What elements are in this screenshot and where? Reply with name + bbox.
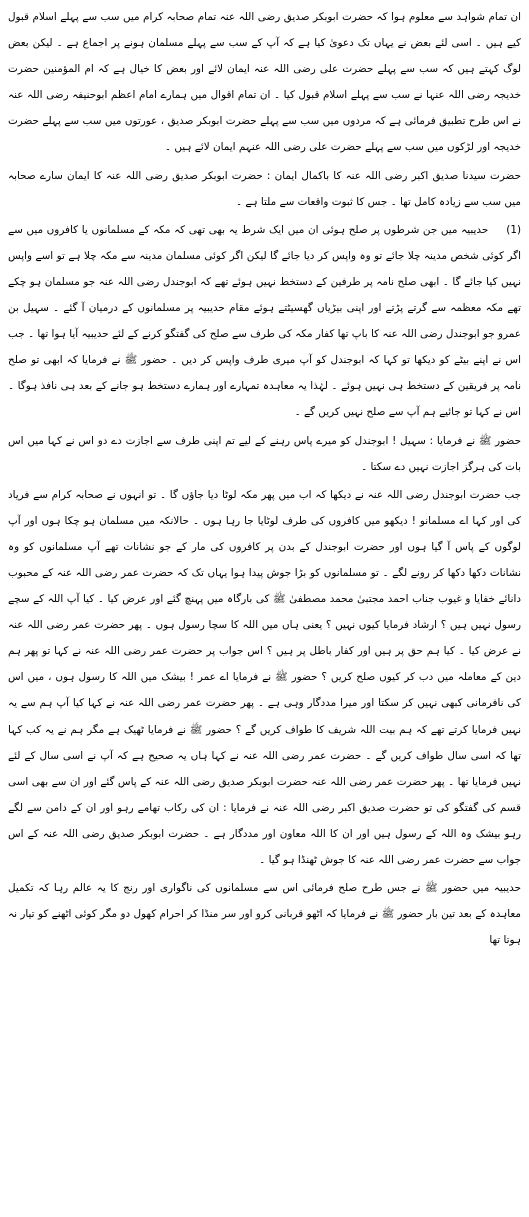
paragraph-abu-jandal: جب حضرت ابوجندل رضی اللہ عنہ نے دیکھا کہ اب میں پھر مکہ لوٹا دیا جاؤں گا ۔ تو انہوں نے صحابہ کرام سے فریاد کی اور کہا اے مسلمانو ! دیکھو میں کافروں کی طرف لوٹایا جا رہا ہوں ۔ حالانکہ میں مسلمان ہو چکا ہوں اور آپ لوگوں کے پاس آ گیا ہوں اور حضرت ابوجندل کے بدن پر کافروں کی مار کے جو نشانات تھے آپ مسلمانوں کو وہ نشانات دکھا دکھا کر رونے لگے ۔ تو مسلمانوں کو بڑا جوش پیدا ہوا یہاں تک کہ حضرت عمر رضی اللہ عنہ کے محبوب دانائے خفایا و غیوب جناب احمد مجتبیٰ محمد مصطفیٰ ﷺ کی بارگاہ میں پہنچ گئے اور عرض کیا ۔ کیا آپ اللہ کے سچے رسول نہیں ہیں ؟ ارشاد فرمایا کیوں نہیں ؟ یعنی ہاں میں اللہ کا سچا رسول ہوں ۔ پھر حضرت عمر رضی اللہ عنہ نے عرض کیا ۔ کیا ہم حق پر ہیں اور کفار باطل پر ہیں ؟ اس جواب پر حضرت عمر رضی اللہ عنہ نے کہا تو پھر ہم دین کے معاملہ میں دب کر کیوں صلح کریں ؟ حضور ﷺ نے فرمایا اے عمر ! بیشک میں اللہ کا رسول ہوں ، میں اس کی نافرمانی کبھی نہیں کر سکتا اور میرا مددگار وہی ہے ۔ پھر حضرت عمر رضی اللہ عنہ نے کہا کیا آپ ہم سے یہ نہیں فرمایا کرتے تھے کہ ہم بیت اللہ شریف کا طواف کریں گے ؟ حضور ﷺ نے فرمایا ٹھیک ہے مگر ہم نے یہ کب کہا تھا کہ اسی سال طواف کریں گے ۔ حضرت عمر رضی اللہ عنہ نے کہا ہاں یہ صحیح ہے کہ آپ نے اسی سال کے لئے نہیں فرمایا تھا ۔ پھر حضرت عمر رضی اللہ عنہ حضرت ابوبکر صدیق رضی اللہ عنہ کے پاس گئے اور ان سے بھی اسی قسم کی گفتگو کی تو حضرت صدیق اکبر رضی اللہ عنہ نے فرمایا : ان کی رکاب تھامے رہو اور ان کے دامن سے لگے رہو بیشک وہ اللہ کے رسول ہیں اور ان کا اللہ معاون اور مددگار ہے ۔ حضرت ابوبکر صدیق رضی اللہ عنہ کے اس جواب سے حضرت عمر رضی اللہ عنہ کا جوش ٹھنڈا ہو گیا ۔ [8, 488, 521, 866]
paragraph-perfect-faith: حضرت سیدنا صدیق اکبر رضی اللہ عنہ کا باکمال ایمان : حضرت ابوبکر صدیق رضی اللہ عنہ کا ایمان سارے صحابہ میں سب سے زیادہ کامل تھا ۔ جس کا ثبوت واقعات سے ملتا ہے ۔ [8, 169, 521, 208]
paragraph-hudaybiyyah-terms [8, 217, 521, 426]
paragraph-suhail-reply: حضور ﷺ نے فرمایا : سہیل ! ابوجندل کو میرے پاس رہنے کے لیے تم اپنی طرف سے اجازت دے دو اس نے کہا میں اس بات کی ہرگز اجازت نہیں دے سکتا ۔ [8, 434, 521, 473]
paragraph-treaty-aftermath: حدیبیہ میں حضور ﷺ نے جس طرح صلح فرمائی اس سے مسلمانوں کی ناگواری اور رنج کا یہ عالم رہا کہ تکمیل معاہدہ کے بعد تین بار حضور ﷺ نے فرمایا کہ اٹھو قربانی کرو اور سر منڈا کر احرام کھول دو مگر کوئی اٹھنے کو تیار نہ ہوتا تھا [8, 882, 521, 947]
paragraph-first-muslims: ان تمام شواہد سے معلوم ہوا کہ حضرت ابوبکر صدیق رضی اللہ عنہ تمام صحابہ کرام میں سب سے پہلے اسلام قبول کیے ہیں ۔ اسی لئے بعض نے یہاں تک دعویٰ کیا ہے کہ آپ کے سب سے پہلے مسلمان ہونے پر اجماع ہے ۔ لیکن بعض لوگ کہتے ہیں کہ سب سے پہلے حضرت علی رضی اللہ عنہ ایمان لائے اور بعض کا خیال ہے کہ ام المؤمنین حضرت خدیجہ رضی اللہ عنہا نے سب سے پہلے اسلام قبول کیا ۔ ان تمام اقوال میں ہمارے امام اعظم ابوحنیفہ رضی اللہ عنہ نے اس طرح تطبیق فرمائی ہے کہ مردوں میں سب سے پہلے حضرت ابوبکر صدیق ، عورتوں میں سب سے پہلے حضرت خدیجہ اور لڑکوں میں سب سے پہلے حضرت علی رضی اللہ عنہم ایمان لائے ہیں ۔ [8, 11, 521, 154]
list-marker: (1) [506, 223, 521, 236]
paragraph-hudaybiyyah-text: حدیبیہ میں جن شرطوں پر صلح ہوئی ان میں ایک شرط یہ بھی تھی کہ مکہ کے مسلمانوں یا کافروں میں سے اگر کوئی شخص مدینہ چلا جائے تو وہ واپس کر دیا جائے گا لیکن اگر کوئی مسلمان مدینہ سے مکہ چلا ہے تو اسے واپس نہیں کیا جائے گا ۔ ابھی صلح نامہ پر طرفین کے دستخط نہیں ہوئے تھے کہ ابوجندل رضی اللہ عنہ جو مسلمان ہو چکے تھے مکہ معظمہ سے گرتے پڑتے اور اپنی بیڑیاں گھسیٹتے ہوئے مقام حدیبیہ پر مسلمانوں کے درمیان آ گئے ۔ سہیل بن عمرو جو ابوجندل رضی اللہ عنہ کا باپ تھا کفار مکہ کی طرف سے صلح کی گفتگو کرنے کے لئے حدیبیہ آیا ہوا تھا ۔ جب اس نے اپنے بیٹے کو دیکھا تو کہا کہ ابوجندل کو آپ میری طرف واپس کر دیں ۔ حضور ﷺ نے فرمایا کہ ابھی تو صلح نامہ پر فریقین کے دستخط ہی نہیں ہوئے ۔ لہٰذا یہ معاہدہ تمہارے اور ہمارے دستخط ہو جانے کے بعد ہی نافذ ہوگا ۔ اس نے کہا تو جائیے ہم آپ سے صلح نہیں کریں گے ۔ [8, 223, 521, 419]
